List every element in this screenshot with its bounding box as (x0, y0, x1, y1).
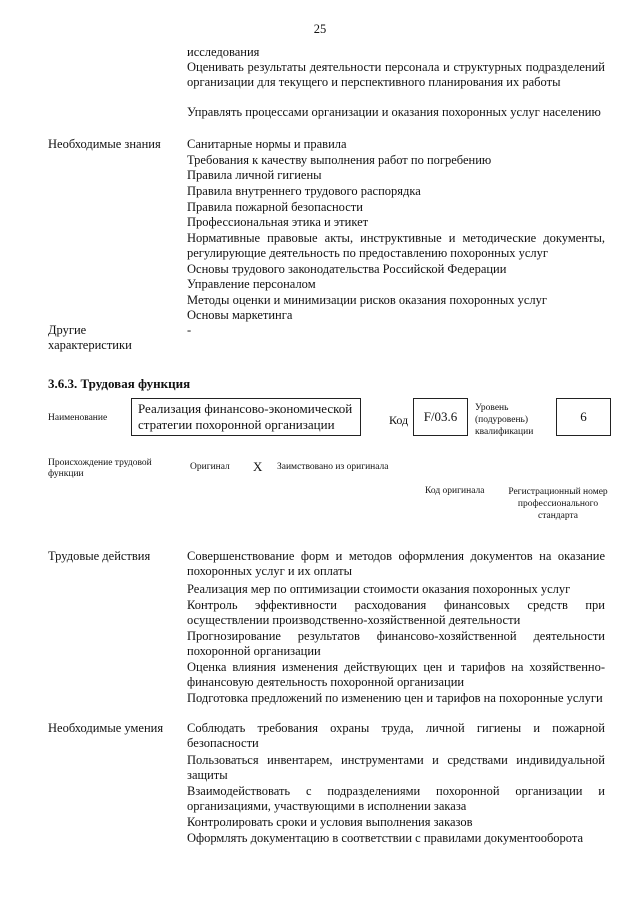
skills-label: Необходимые умения (48, 721, 164, 735)
code-label: Код (389, 413, 409, 427)
skill-item: Соблюдать требования охраны труда, личной гигиены и пожарной безопасности (187, 721, 605, 750)
knowledge-item: Методы оценки и минимизации рисков оказания похоронных услуг (187, 293, 548, 307)
skill-item: Контролировать сроки и условия выполнения заказов (187, 815, 473, 829)
action-item: Подготовка предложений по изменению цен и тарифов на похоронные услуги (187, 691, 603, 705)
knowledge-item: Правила внутреннего трудового распорядка (187, 184, 421, 198)
skill-item: Оценивать результаты деятельности персонала и структурных подразделений организации для текущего и перспективного планирования их работы (187, 60, 605, 89)
knowledge-item: Основы трудового законодательства Российской Федерации (187, 262, 507, 276)
action-item: Прогнозирование результатов финансово-хозяйственной деятельности похоронной организации (187, 629, 605, 658)
borrowed-label: Заимствовано из оригинала (277, 462, 389, 472)
actions-label: Трудовые действия (48, 549, 151, 563)
knowledge-item: Нормативные правовые акты, инструктивные и методические документы, регулирующие деятельность по предоставлению похоронных услуг (187, 231, 605, 260)
knowledge-item: Профессиональная этика и этикет (187, 215, 369, 229)
action-item: Оценка влияния изменения действующих цен и тарифов на хозяйственно-финансовую деятельность похоронной организации (187, 660, 605, 689)
other-characteristics-value: - (187, 323, 192, 337)
qualification-level-label: Уровень (подуровень) квалификации (475, 403, 534, 437)
knowledge-item: Правила личной гигиены (187, 168, 322, 182)
origin-label: Происхождение трудовой функции (48, 458, 152, 479)
knowledge-label: Необходимые знания (48, 137, 161, 151)
knowledge-item: Требования к качеству выполнения работ по погребению (187, 153, 492, 167)
function-code-box: F/03.6 (413, 398, 468, 436)
skill-item: Оформлять документацию в соответствии с правилами документооборота (187, 831, 584, 845)
continued-line: исследования (187, 45, 260, 59)
action-item: Реализация мер по оптимизации стоимости оказания похоронных услуг (187, 582, 571, 596)
knowledge-item: Основы маркетинга (187, 308, 293, 322)
origin-code-label: Код оригинала (425, 486, 485, 496)
skill-item: Управлять процессами организации и оказания похоронных услуг населению (187, 105, 601, 119)
skill-item: Пользоваться инвентарем, инструментами и средствами индивидуальной защиты (187, 753, 605, 782)
page-number: 25 (313, 22, 327, 36)
name-label: Наименование (48, 413, 108, 423)
original-label: Оригинал (190, 462, 230, 472)
skill-item: Взаимодействовать с подразделениями похоронной организации и организациями, участвующими в исполнении заказа (187, 784, 605, 813)
action-item: Совершенствование форм и методов оформления документов на оказание похоронных услуг и их оплаты (187, 549, 605, 578)
knowledge-item: Правила пожарной безопасности (187, 200, 363, 214)
registration-number-label: Регистрационный номер профессионального стандарта (508, 487, 608, 521)
knowledge-item: Управление персоналом (187, 277, 316, 291)
other-characteristics-label: Другие характеристики (48, 323, 132, 352)
original-mark: X (253, 459, 263, 474)
action-item: Контроль эффективности расходования финансовых средств при осуществлении производственно-хозяйственной деятельности (187, 598, 605, 627)
section-heading: 3.6.3. Трудовая функция (48, 376, 191, 391)
function-name-box: Реализация финансово-экономической стратегии похоронной организации (131, 398, 361, 436)
qualification-level-box: 6 (556, 398, 611, 436)
knowledge-item: Санитарные нормы и правила (187, 137, 347, 151)
